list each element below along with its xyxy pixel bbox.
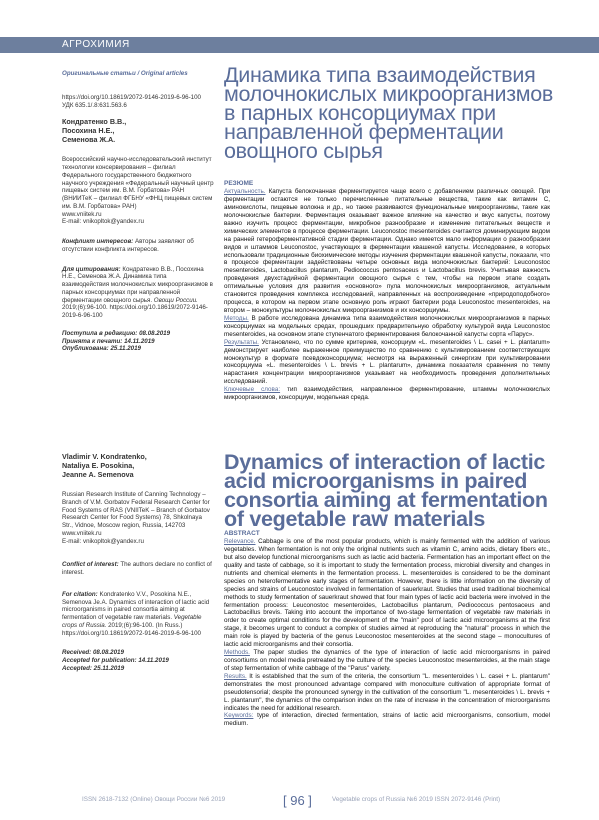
published-ru: Опубликована: 25.11.2019 (62, 345, 141, 353)
cite-journal-en: Vegetable crops of Russia. (62, 614, 202, 629)
cite-journal-ru: Овощи России. (153, 296, 198, 304)
abstract-ru (224, 180, 550, 402)
conflict-text-en: The authors declare no conflict of interest. (62, 561, 212, 576)
conflict-label-ru: Конфликт интересов: (62, 238, 134, 245)
cite-text-ru: Кондратенко В.В., Посохина Н.Е., Семенова Ж.А. Динамика типа взаимодействия молочнокислых микроорганизмов в парных консорциумах при направленной ферментации овощного сырья. (62, 265, 213, 304)
author-1-ru: Кондратенко В.В., (62, 117, 127, 127)
cite-label-ru: Для цитирования: (62, 265, 121, 273)
site-en[interactable]: www.vniitek.ru (62, 529, 102, 537)
page-footer (0, 793, 599, 810)
site-ru[interactable]: www.vniitek.ru (62, 210, 102, 218)
article-title-ru: Динамика типа взаимодействия молочнокислых микроорганизмов в парных консорциумах при направленной ферментации овощного сырья (224, 63, 554, 163)
udk: УДК 635.1/.8:631.563.6 (62, 101, 127, 109)
page-number: [ 96 ] (283, 793, 312, 808)
keywords-label-ru: Ключевые слова: (224, 386, 281, 394)
methods-text-ru: В работе исследована динамика типа взаимодействия молочнокислых микроорганизмов в парных консорциумах на модельных средах, прошедших предварительную обработку культурой вида Leuconostoc mesenteroides, на основном этапе ступенчатого ферментирования белокочанной капусты сорта «Парус». (224, 314, 550, 338)
article-type: Оригинальные статьи / Original articles (62, 70, 188, 77)
email-ru[interactable]: E-mail: vnikopltok@yandex.ru (62, 218, 144, 226)
results-label-en: Results. (224, 672, 247, 680)
received-en: Received: 08.08.2019 (62, 649, 124, 657)
footer-issn-left: ISSN 2618-7132 (Online) Овощи России №6 2019 (82, 796, 226, 803)
author-2-en: Nataliya E. Posokina, (62, 461, 135, 470)
author-3-en: Jeanne A. Semenova (62, 470, 134, 479)
author-2-ru: Посохина Н.Е., (62, 126, 115, 136)
abstract-label-ru: РЕЗЮМЕ (224, 180, 254, 187)
keywords-text-en: type of interaction, directed fermentation, strains of lactic acid microorganisms, consortium, model medium. (224, 712, 550, 728)
cite-text-en: Kondratenko V.V., Posokina N.E., Semenova Je.A. Dynamics of interaction of lactic acid microorganisms in paired consortia aiming at fermentation of vegetable raw materials. (62, 590, 210, 621)
footer-issn-right: Vegetable crops of Russia №6 2019 ISSN 2072-9146 (Print) (332, 796, 501, 803)
article-title-en: Dynamics of interaction of lactic acid microorganisms in paired consortia aiming at fermentation of vegetable raw materials (224, 450, 548, 531)
methods-text-en: The paper studies the dynamics of the type of interaction of lactic acid microorganisms in paired consortiums on model media pretreated by the culture of the species Leuconostoc mesenteroides, at the main stage of step fermentation of white cabbage of the "Parus" variety. (224, 649, 550, 672)
left-column-ru (62, 70, 214, 353)
email-en[interactable]: E-mail: vnikopltok@yandex.ru (62, 537, 144, 545)
conflict-text-ru: Авторы заявляют об отсутствии конфликта интересов. (62, 238, 194, 253)
results-label-ru: Результаты. (224, 338, 259, 346)
affiliation-en: Russian Research Institute of Canning Technology – Branch of V.M. Gorbatov Federal Research Center for Food Systems of RAS (VNIITeK – Branch of Gorbatov Research Center for Food Systems) 78, Shkolnaya Str., Vidnoe, Moscow region, Russia, 142703 (62, 491, 210, 529)
methods-label-ru: Методы. (224, 314, 249, 322)
author-3-ru: Семенова Ж.А. (62, 135, 116, 145)
doi[interactable]: https://doi.org/10.18619/2072-9146-2019-6-96-100 (62, 93, 201, 101)
received-ru: Поступила в редакцию: 08.08.2019 (62, 329, 171, 337)
section-title: АГРОХИМИЯ (62, 39, 130, 50)
relevance-text-en: Cabbage is one of the most popular products, which is mainly fermented with the addition of various vegetables. When fermentation is not only the original nutrients such as vitamin C, amino acids, dietary fibers etc., but also develop functional microorganisms such as lactic acid bacteria. Fermentation has an important effect on the quality and taste of cabbage, so it is important to study the fermentation process, microbial diversity and changes in nutrients and chemical elements in the fermentation process. L. mesenteroides is considered to be the dominant species on heterofermentative early stages of fermentation. However, there is little information on the diversity of species and strains of Leuconostoc involved in fermentation of sauerkraut. Studies that used traditional biochemical methods to study fermentation of sauerkraut showed that four main types of lactic acid bacteria were involved in the fermentation process: Leuconostoc mesenteroides, Lactobacillus plantarum, Pediococcus pentosaceus and Lactobacillus brevis. Taking into account the importance of two-stage fermentation of vegetable raw materials in order to create optimal conditions for the development of the "main" pool of lactic acid microorganisms at the first stage, it becomes urgent to conduct a complex of studies aimed at reproducing the "natural" process in which the main role is played by bacteria of the genus Leuconostoc mesenteroides at the second stage – monocultures of lactic acid microorganisms and their consortia. (224, 538, 550, 649)
cite-label-en: For citation: (62, 590, 98, 598)
section-header-bar (0, 37, 599, 53)
conflict-label-en: Conflict of interest: (62, 561, 119, 569)
relevance-label-ru: Актуальность. (224, 188, 266, 196)
abstract-en (224, 530, 550, 728)
published-en: Accepted: 25.11.2019 (62, 664, 125, 672)
cite-tail-ru: 2019;(6):96-100. https://doi.org/10.18619/2072-9146-2019-6-96-100 (62, 304, 208, 319)
relevance-text-ru: Капуста белокочанная ферментируется чаще всего с добавлением различных овощей. При ферментации остаются не только перечисленные питательные вещества, такие как витамин С, аминокислоты, пищевые волокна и др., но также развиваются функциональные микроорганизмы, такие как молочнокислые бактерии. Ферментация оказывает важное влияние на качество и вкус капусты, поэтому важно изучить процесс ферментации, микробное разнообразие и изменение питательных веществ и химических элементов в процессе ферментации. Leuconostoc mesenteroides считается доминирующим видом на ранней гетероферментативной стадии ферментации. Однако имеется мало информации о разнообразии видов и штаммов Leuconostoc, участвующих в ферментации квашеной капусты. Исследование, в которых использовали традиционные биохимические методы изучения ферментации квашеной капусты, показали, что в процессе ферментации задействованы четыре основных вида молочнокислых бактерий: Leuconostoc mesenteroides, Lactobacillus plantarum, Pediococcus pentosaceus и Lactobacillus brevis. Учитывая важность проведения двухстадийной ферментации овощного сырья с тем, чтобы на первом этапе создать оптимальные условия для развития «основного» пула молочнокислых микроорганизмов, актуальным становится проведения комплекса исследований, направленных на воспроизведение «природоподобного» процесса, в котором на первом этапе основную роль играют бактерии рода Leuconostoc mesenteroides, на втором – монокультуры молочнокислых микроорганизмов и их консорциумы. (224, 188, 550, 315)
left-column-en (62, 452, 214, 673)
affiliation-ru: Всероссийский научно-исследовательский институт технологии консервирования – филиал Федерального государственного бюджетного научного учреждения «Федеральный научный центр пищевых систем им. В.М. Горбатова» РАН (ВНИИТеК – филиал ФГБНУ «ФНЦ пищевых систем им. В.М. Горбатова» РАН) (62, 156, 214, 210)
results-text-ru: Установлено, что по сумме критериев, консорциум «L. mesenteroides \ L. casei + L. plantarum» демонстрирует наиболее выраженное преимущество по сравнению с культивированием соответствующих монокультур в формате псевдоконсорциума; несмотря на выраженный синергизм при культивировании консорциума «L. mesenteroides \ L. brevis + L. plantarum», динамика показателя сравнения по темпу нарастания концентрации микроорганизмов указывает на необходимость проведения дополнительных исследований. (224, 338, 550, 386)
methods-label-en: Methods. (224, 649, 250, 657)
cite-tail-en: 2019;(6):96-100. (In Russ.) https://doi.org/10.18619/2072-9146-2019-6-96-100 (62, 621, 201, 637)
author-1-en: Vladimir V. Kondratenko, (62, 452, 147, 461)
keywords-label-en: Keywords: (224, 712, 254, 720)
relevance-label-en: Relevance. (224, 538, 256, 546)
accepted-en: Accepted for publication: 14.11.2019 (62, 657, 169, 664)
results-text-en: It is established that the sum of the criteria, the consortium "L. mesenteroides \ L. casei + L. plantarum" demonstrates the most pronounced advantage compared with monoculture cultivation of appropriate format of pseudotensorial; despite the pronounced synergy in the cultivation of the consortium "L. mesenteroides \ L. brevis + L. plantarum", the dynamics of the comparison index on the rate of increase in the concentration of microorganisms indicates the need for additional research. (224, 672, 550, 712)
keywords-text-ru: тип взаимодействия, направленное ферментирование, штаммы молочнокислых микроорганизмов, консорциум, модельная среда. (224, 386, 550, 402)
accepted-ru: Принята к печати: 14.11.2019 (62, 337, 155, 345)
abstract-label-en: ABSTRACT (224, 530, 260, 537)
